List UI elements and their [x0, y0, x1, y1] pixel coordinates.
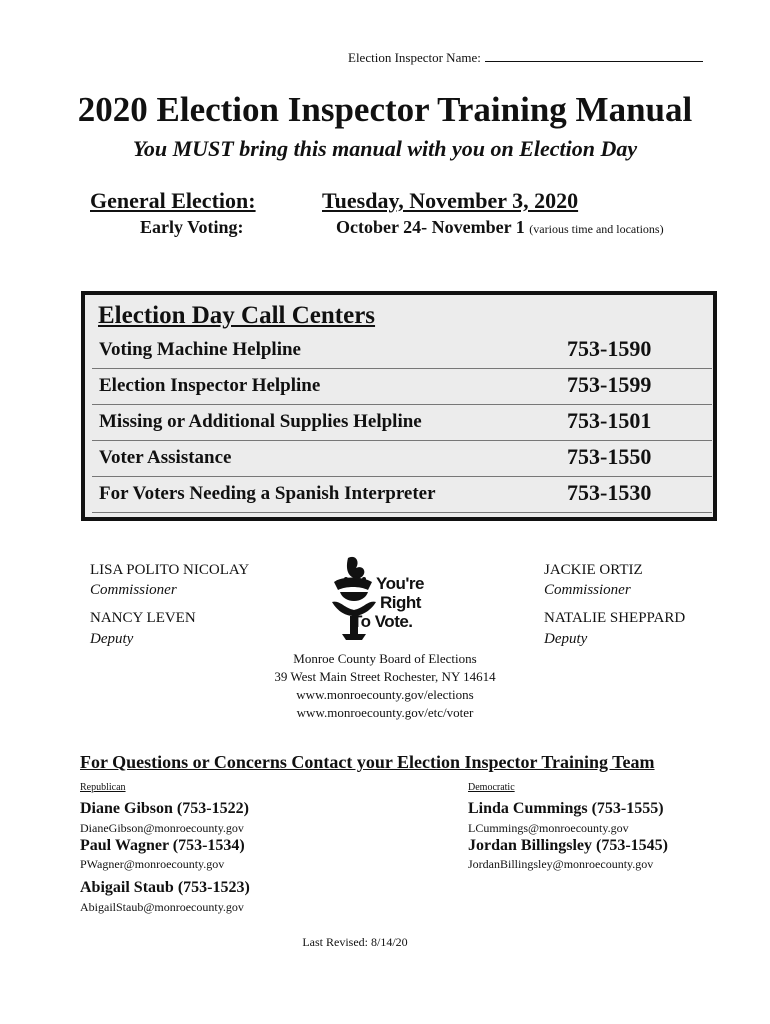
early-voting-dates	[336, 217, 664, 238]
early-voting-range: October 24- November 1	[336, 217, 525, 237]
deputy-right-name: NATALIE SHEPPARD	[544, 610, 686, 626]
call-row-number: 753-1599	[567, 372, 652, 397]
call-row	[92, 443, 712, 477]
youre-right-to-vote-logo	[330, 552, 438, 642]
call-row-number: 753-1530	[567, 480, 652, 505]
inspector-name-label: Election Inspector Name:	[348, 50, 481, 65]
democratic-label: Democratic	[468, 782, 515, 793]
contact-email: AbigailStaub@monroecounty.gov	[80, 900, 244, 914]
board-url-elections: www.monroecounty.gov/elections	[296, 687, 474, 702]
last-revised: Last Revised: 8/14/20	[302, 935, 408, 949]
call-row-number: 753-1590	[567, 336, 652, 361]
call-row-name: For Voters Needing a Spanish Interpreter	[99, 483, 436, 504]
call-centers-title: Election Day Call Centers	[98, 302, 376, 329]
call-row-name: Election Inspector Helpline	[99, 375, 321, 396]
call-row	[92, 335, 712, 369]
call-row-name: Voter Assistance	[99, 447, 232, 468]
logo-text-line: Right	[380, 593, 421, 612]
inspector-name-blank	[485, 50, 703, 62]
deputy-left-name: NANCY LEVEN	[90, 610, 196, 626]
republican-label: Republican	[80, 782, 126, 793]
board-address: 39 West Main Street Rochester, NY 14614	[274, 669, 496, 684]
call-row-name: Missing or Additional Supplies Helpline	[99, 411, 422, 432]
contact-name: Paul Wagner (753-1534)	[80, 837, 245, 854]
call-row-name: Voting Machine Helpline	[99, 339, 301, 360]
contacts-heading: For Questions or Concerns Contact your Election Inspector Training Team	[80, 752, 655, 772]
deputy-left-role: Deputy	[90, 631, 134, 647]
commissioner-left-role: Commissioner	[90, 582, 177, 598]
logo-text	[352, 574, 438, 631]
call-row-number: 753-1501	[567, 408, 652, 433]
general-election-date: Tuesday, November 3, 2020	[322, 188, 579, 213]
logo-text-line: You're	[376, 574, 424, 593]
inspector-name-field	[348, 50, 703, 66]
page-title: 2020 Election Inspector Training Manual	[77, 90, 693, 129]
contact-email: DianeGibson@monroecounty.gov	[80, 821, 244, 835]
commissioner-right-role: Commissioner	[544, 582, 631, 598]
board-url-voter: www.monroecounty.gov/etc/voter	[296, 705, 474, 720]
call-row-number: 753-1550	[567, 444, 652, 469]
deputy-right-role: Deputy	[544, 631, 588, 647]
general-election-label: General Election:	[90, 188, 256, 213]
call-row	[92, 371, 712, 405]
contact-name: Diane Gibson (753-1522)	[80, 800, 249, 817]
call-row	[92, 407, 712, 441]
commissioner-left-name: LISA POLITO NICOLAY	[90, 562, 250, 578]
call-row	[92, 479, 712, 513]
contact-name: Linda Cummings (753-1555)	[468, 800, 664, 817]
contact-email: LCummings@monroecounty.gov	[468, 821, 629, 835]
page-subtitle: You MUST bring this manual with you on Election Day	[132, 136, 638, 161]
contact-email: PWagner@monroecounty.gov	[80, 857, 225, 871]
contact-email: JordanBillingsley@monroecounty.gov	[468, 857, 654, 871]
early-voting-note: (various time and locations)	[529, 222, 664, 236]
commissioner-right-name: JACKIE ORTIZ	[544, 562, 643, 578]
board-name: Monroe County Board of Elections	[293, 651, 477, 666]
contact-name: Abigail Staub (753-1523)	[80, 879, 250, 896]
logo-text-line: To Vote.	[352, 612, 413, 631]
contact-name: Jordan Billingsley (753-1545)	[468, 837, 669, 854]
early-voting-label: Early Voting:	[140, 217, 244, 237]
